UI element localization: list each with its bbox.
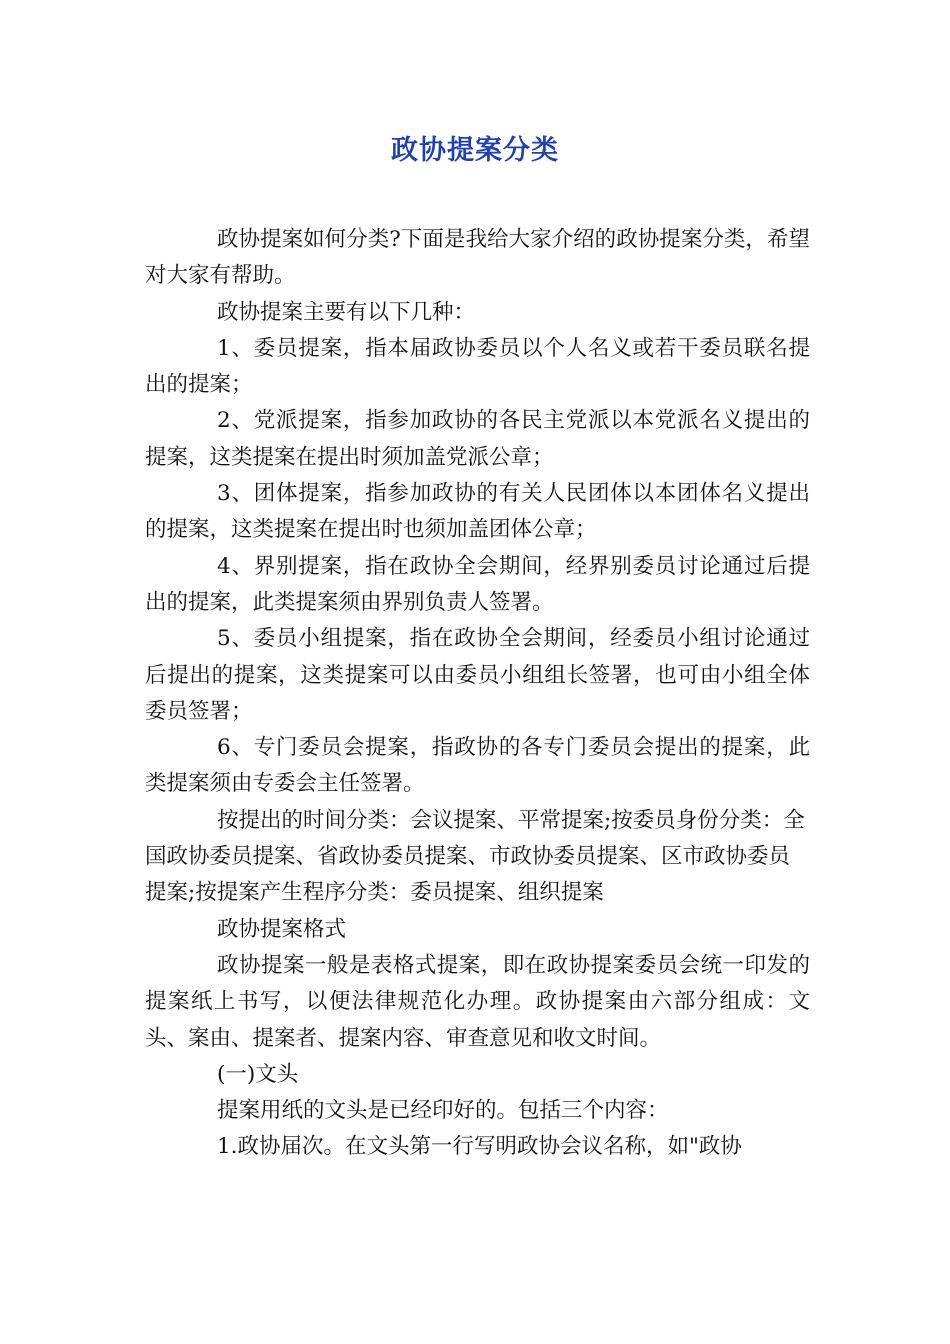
paragraph-party-proposal: 2、党派提案，指参加政协的各民主党派以本党派名义提出的提案，这类提案在提出时须加盖党派公章；: [145, 408, 810, 470]
paragraph-header-contents: 提案用纸的文头是已经印好的。包括三个内容：: [217, 1098, 669, 1124]
paragraph-classification: 按提出的时间分类：会议提案、平常提案;按委员身份分类：全国政协委员提案、省政协委员提案、市政协委员提案、区市政协委员提案;按提案产生程序分类：委员提案、组织提案: [145, 807, 805, 906]
paragraph-member-proposal: 1、委员提案，指本届政协委员以个人名义或若干委员联名提出的提案；: [145, 335, 810, 398]
paragraph-group-proposal: 3、团体提案，指参加政协的有关人民团体以本团体名义提出的提案，这类提案在提出时也须加盖团体公章；: [145, 481, 810, 543]
paragraph-intro: 政协提案如何分类?下面是我给大家介绍的政协提案分类，希望对大家有帮助。: [145, 227, 810, 289]
paragraph-sector-proposal: 4、界别提案，指在政协全会期间，经界别委员讨论通过后提出的提案，此类提案须由界别负责人签署。: [145, 553, 810, 615]
paragraph-committee-proposal: 6、专门委员会提案，指政协的各专门委员会提出的提案，此类提案须由专委会主任签署。: [145, 735, 810, 797]
paragraph-session-item: 1.政协届次。在文头第一行写明政协会议名称，如"政协: [217, 1134, 742, 1160]
paragraph-format-description: 政协提案一般是表格式提案，即在政协提案委员会统一印发的提案纸上书写，以便法律规范化办理。政协提案由六部分组成：文头、案由、提案者、提案内容、审查意见和收文时间。: [145, 952, 810, 1051]
paragraph-main-types: 政协提案主要有以下几种：: [217, 299, 476, 325]
document-body: [145, 222, 810, 1166]
paragraph-format-heading: 政协提案格式: [217, 916, 347, 942]
paragraph-subgroup-proposal: 5、委员小组提案，指在政协全会期间，经委员小组讨论通过后提出的提案，这类提案可以由委员小组组长签署，也可由小组全体委员签署；: [145, 626, 810, 724]
document-title: 政协提案分类: [391, 135, 559, 166]
paragraph-header-section: (一)文头: [217, 1061, 299, 1087]
